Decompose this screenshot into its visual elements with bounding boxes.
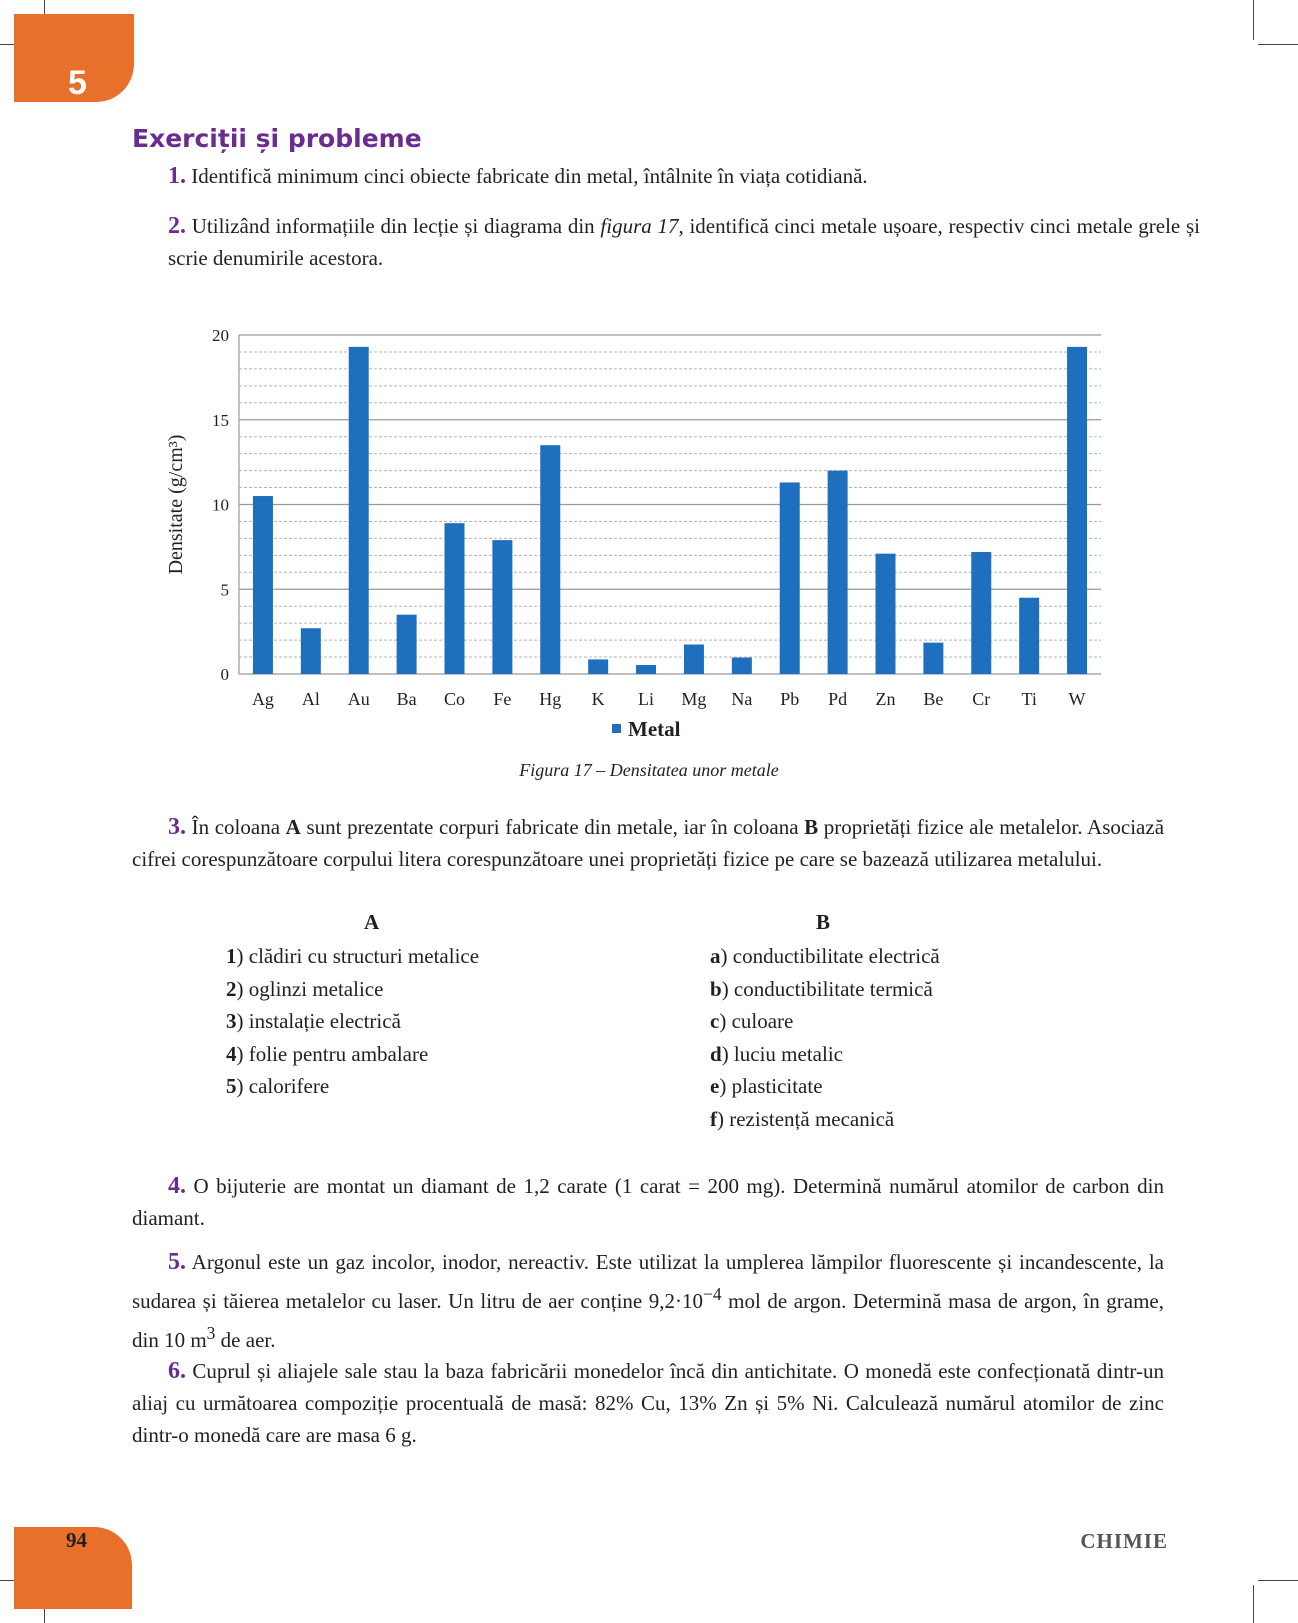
list-item: 4) folie pentru ambalare [226,1041,429,1066]
x-tick-label: Mg [681,689,707,709]
exercise-number: 3. [168,814,186,840]
exercise-text: O bijuterie are montat un diamant de 1,2 carate (1 carat = 200 mg). Determină numărul atomilor de carbon din diamant. [132,1174,1164,1230]
exercise-text: mol de argon. Determină masa de argon, în grame, din 10 m [132,1289,1164,1352]
legend-label: Metal [628,717,681,741]
superscript: −4 [703,1284,722,1304]
crop-mark [1258,44,1298,45]
x-tick-label: Zn [875,689,896,709]
bar-ag [253,496,273,674]
crop-mark [1253,0,1254,40]
x-tick-label: Co [443,689,466,709]
exercise-4 [132,1170,1164,1234]
bar-zn [876,554,896,674]
column-a-ref: A [285,815,301,839]
bar-al [301,628,321,674]
exercise-number: 6. [168,1358,186,1384]
x-tick-label: K [591,689,605,709]
y-tick-label: 5 [220,580,229,600]
bar-li [636,665,656,674]
figure-reference: figura 17 [600,214,679,238]
list-item: 3) instalație electrică [226,1009,401,1033]
x-tick-label: Ti [1021,689,1037,709]
x-tick-label: Cr [972,689,991,709]
y-tick-label: 10 [212,495,229,515]
exercise-text: , identifică cinci metale ușoare, respectiv cinci metale grele și scrie denumirile acestora. [168,214,1200,270]
y-tick-label: 0 [220,665,229,684]
list-item: 1) clădiri cu structuri metalice [226,944,480,968]
x-tick-label: Ba [396,689,417,709]
exercise-5 [132,1246,1164,1356]
bar-mg [684,645,704,674]
exercise-number: 2. [168,213,186,239]
exercise-text: proprietăți fizice ale metalelor. Asociază cifrei corespunzătoare corpului litera corespunzătoare unei proprietăți fizice pe care se bazează utilizarea metalului. [132,815,1165,871]
exercise-text: În coloana [191,815,286,839]
figure-caption: Figura 17 – Densitatea unor metale [519,760,779,780]
list-item: b) conductibilitate termică [710,976,933,1001]
x-tick-label: Pb [780,689,800,709]
exercise-number: 4. [168,1173,186,1199]
list-item: f) rezistență mecanică [710,1106,895,1131]
x-tick-label: Na [731,689,753,709]
list-item: c) culoare [710,1009,794,1033]
exercise-text: Argonul este un gaz incolor, inodor, nereactiv. Este utilizat la umplerea lămpilor fluorescente și incandescente, la sudarea și tăierea metalelor cu laser. Un litru de aer conține 9,2·10 [132,1250,1165,1313]
column-a-header: A [364,910,380,934]
exercise-6 [132,1355,1164,1451]
bar-fe [492,540,512,674]
bar-be [923,643,943,674]
list-item: a) conductibilitate electrică [710,944,940,968]
x-tick-label: Li [638,689,655,709]
page-number: 94 [66,1528,87,1552]
subject-label: CHIMIE [1080,1529,1168,1553]
legend-swatch [612,724,621,733]
x-tick-label: Be [923,689,944,709]
y-tick-label: 15 [212,410,229,430]
column-b-header: B [816,910,831,934]
exercise-number: 5. [168,1249,186,1275]
y-axis-label: Densitate (g/cm³) [165,434,187,575]
exercise-text: Cuprul și aliajele sale stau la baza fabricării monedelor încă din antichitate. O monedă este confecționată dintr-un aliaj cu următoarea compoziție procentuală de masă: 82% Cu, 13% Zn și 5% Ni. Calculează numărul atomilor de zinc dintr-o monedă care are masa 6 g. [132,1359,1165,1447]
bar-w [1067,347,1087,674]
density-bar-chart [150,300,1110,750]
bar-k [588,659,608,674]
list-item: d) luciu metalic [710,1041,843,1066]
crop-mark [1258,1580,1298,1581]
section-title: Exerciții și probleme [132,124,422,153]
bar-cr [971,552,991,674]
list-item: e) plasticitate [710,1074,823,1098]
exercise-number: 1. [168,163,186,189]
crop-mark [1253,1585,1254,1623]
bar-ti [1019,598,1039,674]
exercise-text: Utilizând informațiile din lecție și diagrama din [191,214,601,238]
x-tick-label: Ag [251,689,274,709]
list-item: 2) oglinzi metalice [226,976,384,1001]
exercise-1 [132,160,1200,192]
x-tick-label: Fe [493,689,512,709]
x-tick-label: Al [301,689,320,709]
x-tick-label: Au [347,689,370,709]
exercise-text: de aer. [215,1328,276,1352]
bar-pb [780,482,800,674]
x-tick-label: Pd [828,689,848,709]
x-tick-label: W [1068,689,1086,709]
chapter-number: 5 [68,64,87,102]
bar-au [349,347,369,674]
superscript: 3 [206,1323,216,1343]
bar-pd [828,471,848,674]
bar-co [445,523,465,674]
list-item: 5) calorifere [226,1074,330,1098]
exercise-text: Identifică minimum cinci obiecte fabricate din metal, întâlnite în viața cotidiană. [191,164,868,188]
exercise-2 [132,210,1200,274]
bar-ba [397,615,417,674]
column-a-list [226,940,479,1103]
column-b-list [710,940,940,1135]
bar-hg [540,445,560,674]
column-b-ref: B [804,815,819,839]
y-tick-label: 20 [212,326,229,345]
exercise-3 [132,811,1164,875]
exercise-text: sunt prezentate corpuri fabricate din metale, iar în coloana [300,815,805,839]
bar-na [732,658,752,674]
x-tick-label: Hg [539,689,562,709]
